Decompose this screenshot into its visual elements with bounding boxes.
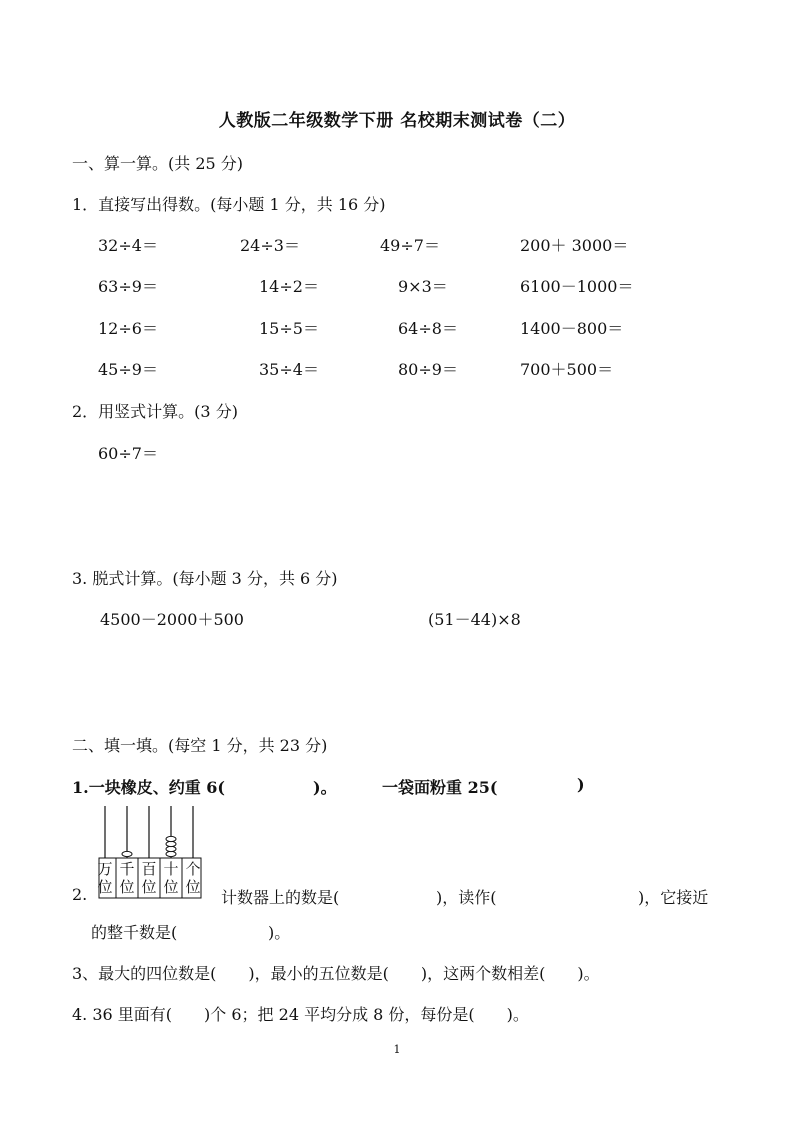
abacus-place-char: 十 xyxy=(163,860,179,878)
question-2-4: 4. 36 里面有( )个 6；把 24 平均分成 8 份，每份是( )。 xyxy=(72,1005,529,1024)
abacus-place-label xyxy=(117,860,137,896)
calc-item: 63÷9＝ xyxy=(98,277,158,296)
page-number: 1 xyxy=(393,1043,401,1056)
question-2-2-text-b: )，读作( xyxy=(436,888,497,907)
question-1-3-label: 3. 脱式计算。(每小题 3 分，共 6 分) xyxy=(72,569,338,588)
question-2-2-text-c: )，它接近 xyxy=(638,888,709,907)
question-2-2-line2-a: 的整千数是( xyxy=(91,923,178,942)
question-2-1-part-b xyxy=(382,775,497,798)
calc-item: 6100－1000＝ xyxy=(520,277,634,296)
calc-item: 700＋500＝ xyxy=(520,360,614,379)
question-2-2-number: 2. xyxy=(72,885,88,904)
abacus-place-char: 百 xyxy=(141,860,157,878)
abacus-place-char: 位 xyxy=(119,878,135,896)
abacus-counter xyxy=(98,804,202,900)
calc-item: 32÷4＝ xyxy=(98,236,158,255)
abacus-bead xyxy=(166,851,176,856)
question-1-1-label: 1．直接写出得数。(每小题 1 分，共 16 分) xyxy=(72,195,386,214)
abacus-bead xyxy=(166,841,176,846)
calc-item: 49÷7＝ xyxy=(380,236,440,255)
calc-item: 64÷8＝ xyxy=(398,319,458,338)
abacus-place-char: 个 xyxy=(185,860,201,878)
abacus-place-char: 位 xyxy=(163,878,179,896)
calc-item: 15÷5＝ xyxy=(259,319,319,338)
question-2-1-text-a: 1.一块橡皮、约重 6( xyxy=(72,778,225,797)
calc-item: 200＋ 3000＝ xyxy=(520,236,629,255)
section-2-heading: 二、填一填。(每空 1 分，共 23 分) xyxy=(72,736,328,755)
calc-item: 35÷4＝ xyxy=(259,360,319,379)
question-1-2-label: 2．用竖式计算。(3 分) xyxy=(72,402,238,421)
abacus-place-char: 千 xyxy=(119,860,135,878)
step-calc-item-2: (51－44)×8 xyxy=(428,610,521,629)
calc-item: 80÷9＝ xyxy=(398,360,458,379)
question-2-2-text-a: 计数器上的数是( xyxy=(221,888,340,907)
abacus-place-char: 位 xyxy=(141,878,157,896)
calc-item: 1400－800＝ xyxy=(520,319,624,338)
abacus-place-label xyxy=(161,860,181,896)
question-2-1-part-a xyxy=(72,775,225,798)
section-1-heading: 一、算一算。(共 25 分) xyxy=(72,154,244,173)
abacus-bead xyxy=(166,846,176,851)
abacus-bead xyxy=(166,836,176,841)
vertical-calc-item: 60÷7＝ xyxy=(98,444,158,463)
abacus-bead xyxy=(122,851,132,856)
abacus-place-label xyxy=(95,860,115,896)
calc-item: 12÷6＝ xyxy=(98,319,158,338)
abacus-place-char: 位 xyxy=(97,878,113,896)
abacus-place-label xyxy=(183,860,203,896)
question-2-1-text-b: 一袋面粉重 25( xyxy=(382,778,498,797)
question-2-2-line2-b: )。 xyxy=(268,923,291,942)
question-2-3: 3、最大的四位数是( )，最小的五位数是( )，这两个数相差( )。 xyxy=(72,964,600,983)
question-2-1-close-b: ) xyxy=(577,775,585,794)
abacus-place-label xyxy=(139,860,159,896)
calc-item: 24÷3＝ xyxy=(240,236,300,255)
calc-item: 9×3＝ xyxy=(398,277,448,296)
question-2-1-close-a: )。 xyxy=(313,778,337,797)
page-title: 人教版二年级数学下册 名校期末测试卷（二） xyxy=(218,111,576,131)
calc-item: 45÷9＝ xyxy=(98,360,158,379)
abacus-place-char: 万 xyxy=(97,860,113,878)
calc-item: 14÷2＝ xyxy=(259,277,319,296)
step-calc-item-1: 4500－2000＋500 xyxy=(100,610,244,629)
abacus-place-char: 位 xyxy=(185,878,201,896)
